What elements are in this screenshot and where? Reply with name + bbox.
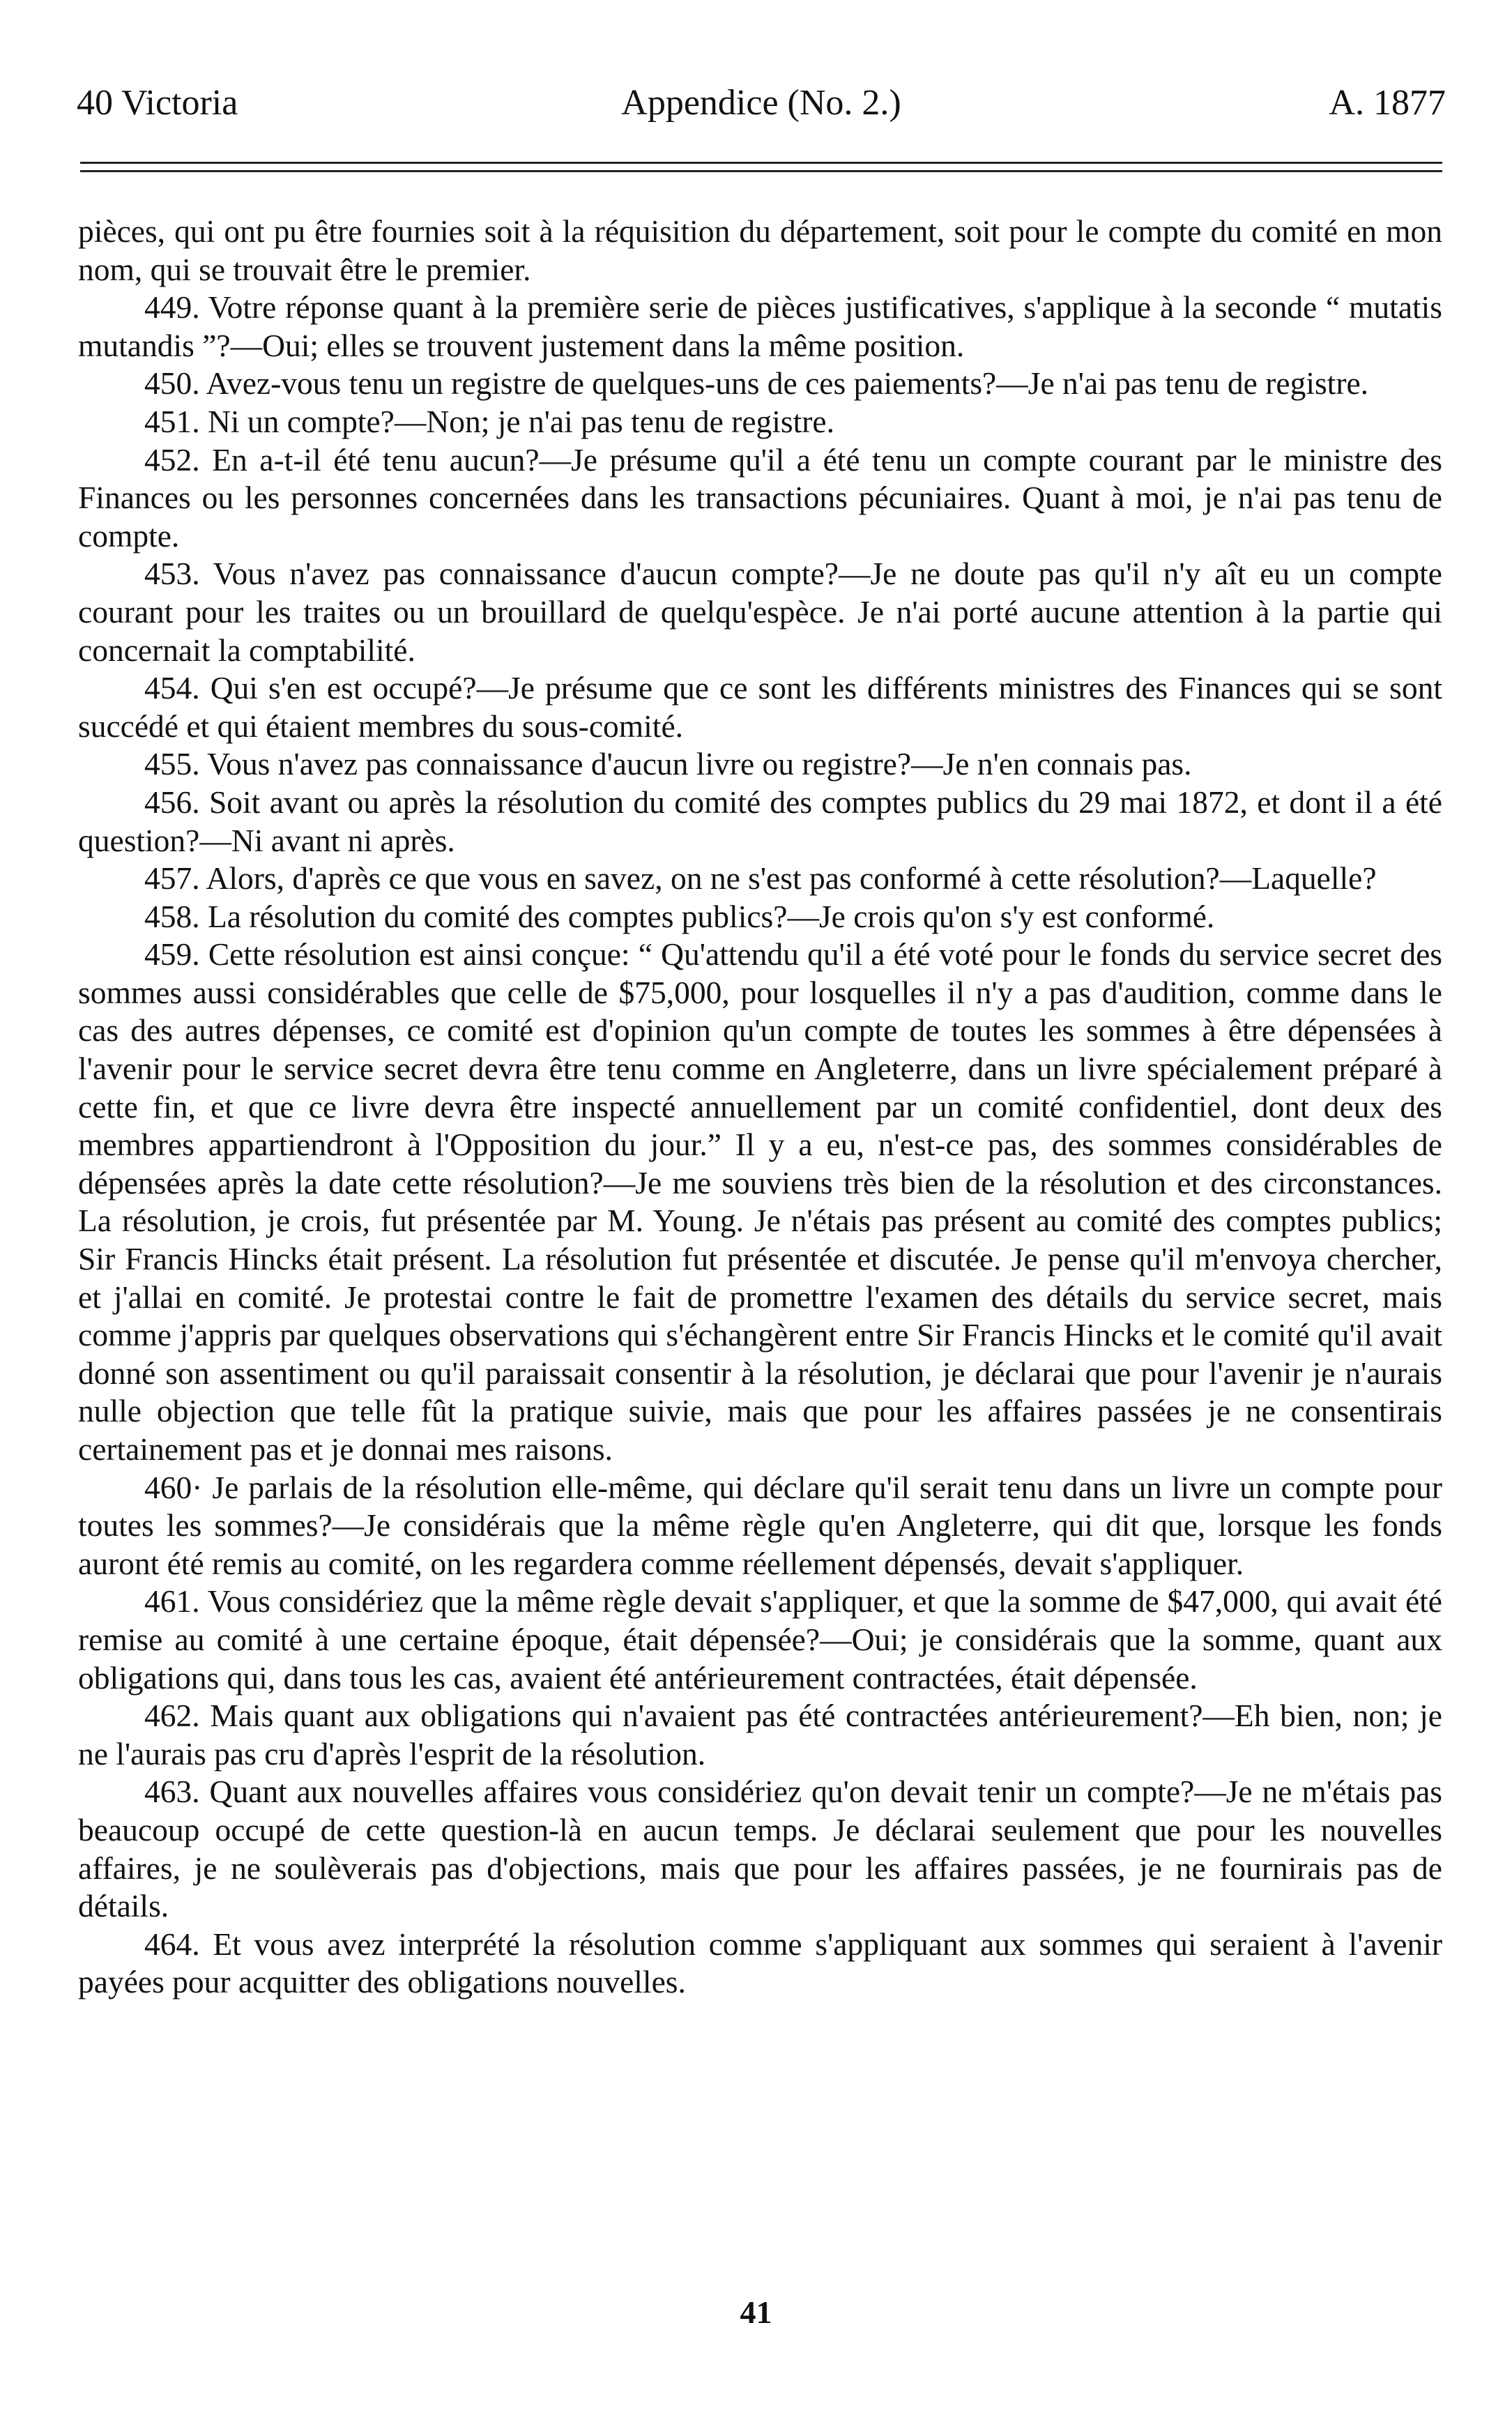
paragraph-459: 459. Cette résolution est ainsi conçue: “ Qu'attendu qu'il a été voté pour le fonds du service secret des sommes aussi considérables que celle de $75,000, pour losquelles il n'y a pas d'audition, comme dans le cas des autres dépenses, ce comité est d'opinion qu'un compte de toutes les sommes à être dépensées à l'avenir pour le service secret devra être tenu comme en Angleterre, dans un livre spécialement préparé à cette fin, et que ce livre devra être inspecté annuellement par un comité confidentiel, dont deux des membres appartiendront à l'Opposition du jour.” Il y a eu, n'est-ce pas, des sommes considérables de dépensées après la date cette résolution?—Je me souviens très bien de la résolution et des circonstances. La résolution, je crois, fut présentée par M. Young. Je n'étais pas présent au comité des comptes publics; Sir Francis Hincks était présent. La résolution fut présentée et discutée. Je pense qu'il m'envoya chercher, et j'allai en comité. Je protestai contre le fait de promettre l'examen des détails du service secret, mais comme j'appris par quelques observations qui s'échangèrent entre Sir Francis Hincks et le comité qu'il avait donné son assentiment ou qu'il paraissait consentir à la résolution, je déclarai que pour l'avenir je n'aurais nulle objection que telle fût la pratique suivie, mais que pour les affaires passées je ne consentirais certainement pas et je donnai mes raisons.: [78, 936, 1442, 1467]
paragraph-457: 457. Alors, d'après ce que vous en savez, on ne s'est pas conformé à cette résolution?—Laquelle?: [144, 860, 1377, 897]
testimony-text: [78, 213, 1442, 2002]
paragraph-456: 456. Soit avant ou après la résolution du comité des comptes publics du 29 mai 1872, et dont il a été question?—Ni avant ni après.: [78, 784, 1442, 858]
page-number: 41: [740, 2294, 772, 2330]
header-rule-top: [80, 162, 1442, 164]
paragraph-458: 458. La résolution du comité des comptes publics?—Je crois qu'on s'y est conformé.: [144, 898, 1215, 934]
paragraph-463: 463. Quant aux nouvelles affaires vous considériez qu'on devait tenir un compte?—Je ne m'étais pas beaucoup occupé de cette question-là en aucun temps. Je déclarai seulement que pour les nouvelles affaires, je ne soulèverais pas d'objections, mais que pour les affaires passées, je ne fournirais pas de détails.: [78, 1774, 1442, 1924]
header-year: A. 1877: [1329, 83, 1446, 123]
paragraph-453: 453. Vous n'avez pas connaissance d'aucun compte?—Je ne doute pas qu'il n'y aît eu un compte courant pour les traites ou un brouillard de quelqu'espèce. Je n'ai porté aucune attention à la partie qui concernait la comptabilité.: [78, 556, 1442, 668]
header-session: 40 Victoria: [77, 83, 238, 123]
header-rule-bottom: [80, 170, 1442, 172]
paragraph-452: 452. En a-t-il été tenu aucun?—Je présume qu'il a été tenu un compte courant par le ministre des Finances ou les personnes concernées dans les transactions pécuniaires. Quant à moi, je n'ai pas tenu de compte.: [78, 441, 1442, 554]
running-header: [77, 82, 1446, 131]
paragraph-454: 454. Qui s'en est occupé?—Je présume que ce sont les différents ministres des Finances qui se sont succédé et qui étaient membres du sous-comité.: [78, 670, 1442, 744]
paragraph-449: 449. Votre réponse quant à la première serie de pièces justificatives, s'applique à la seconde “ mutatis mutandis ”?—Oui; elles se trouvent justement dans la même position.: [78, 289, 1442, 363]
header-appendix: Appendice (No. 2.): [621, 83, 901, 123]
paragraph-461: 461. Vous considériez que la même règle devait s'appliquer, et que la somme de $47,000, qui avait été remise au comité à une certaine époque, était dépensée?—Oui; je considérais que la somme, quant aux obligations qui, dans tous les cas, avaient été antérieurement contractées, était dépensée.: [78, 1583, 1442, 1696]
paragraph-464: 464. Et vous avez interprété la résolution comme s'appliquant aux sommes qui seraient à l'avenir payées pour acquitter des obligations nouvelles.: [78, 1926, 1442, 2000]
paragraph-continued: pièces, qui ont pu être fournies soit à la réquisition du département, soit pour le compte du comité en mon nom, qui se trouvait être le premier.: [78, 213, 1442, 287]
paragraph-450: 450. Avez-vous tenu un registre de quelques-uns de ces paiements?—Je n'ai pas tenu de registre.: [144, 365, 1369, 402]
paragraph-460: 460· Je parlais de la résolution elle-même, qui déclare qu'il serait tenu dans un livre un compte pour toutes les sommes?—Je considérais que la même règle qu'en Angleterre, qui dit que, lorsque les fonds auront été remis au comité, on les regardera comme réellement dépensés, devait s'appliquer.: [78, 1469, 1442, 1581]
paragraph-455: 455. Vous n'avez pas connaissance d'aucun livre ou registre?—Je n'en connais pas.: [144, 746, 1192, 782]
paragraph-451: 451. Ni un compte?—Non; je n'ai pas tenu de registre.: [144, 403, 834, 439]
paragraph-462: 462. Mais quant aux obligations qui n'avaient pas été contractées antérieurement?—Eh bien, non; je ne l'aurais pas cru d'après l'esprit de la résolution.: [78, 1698, 1442, 1772]
